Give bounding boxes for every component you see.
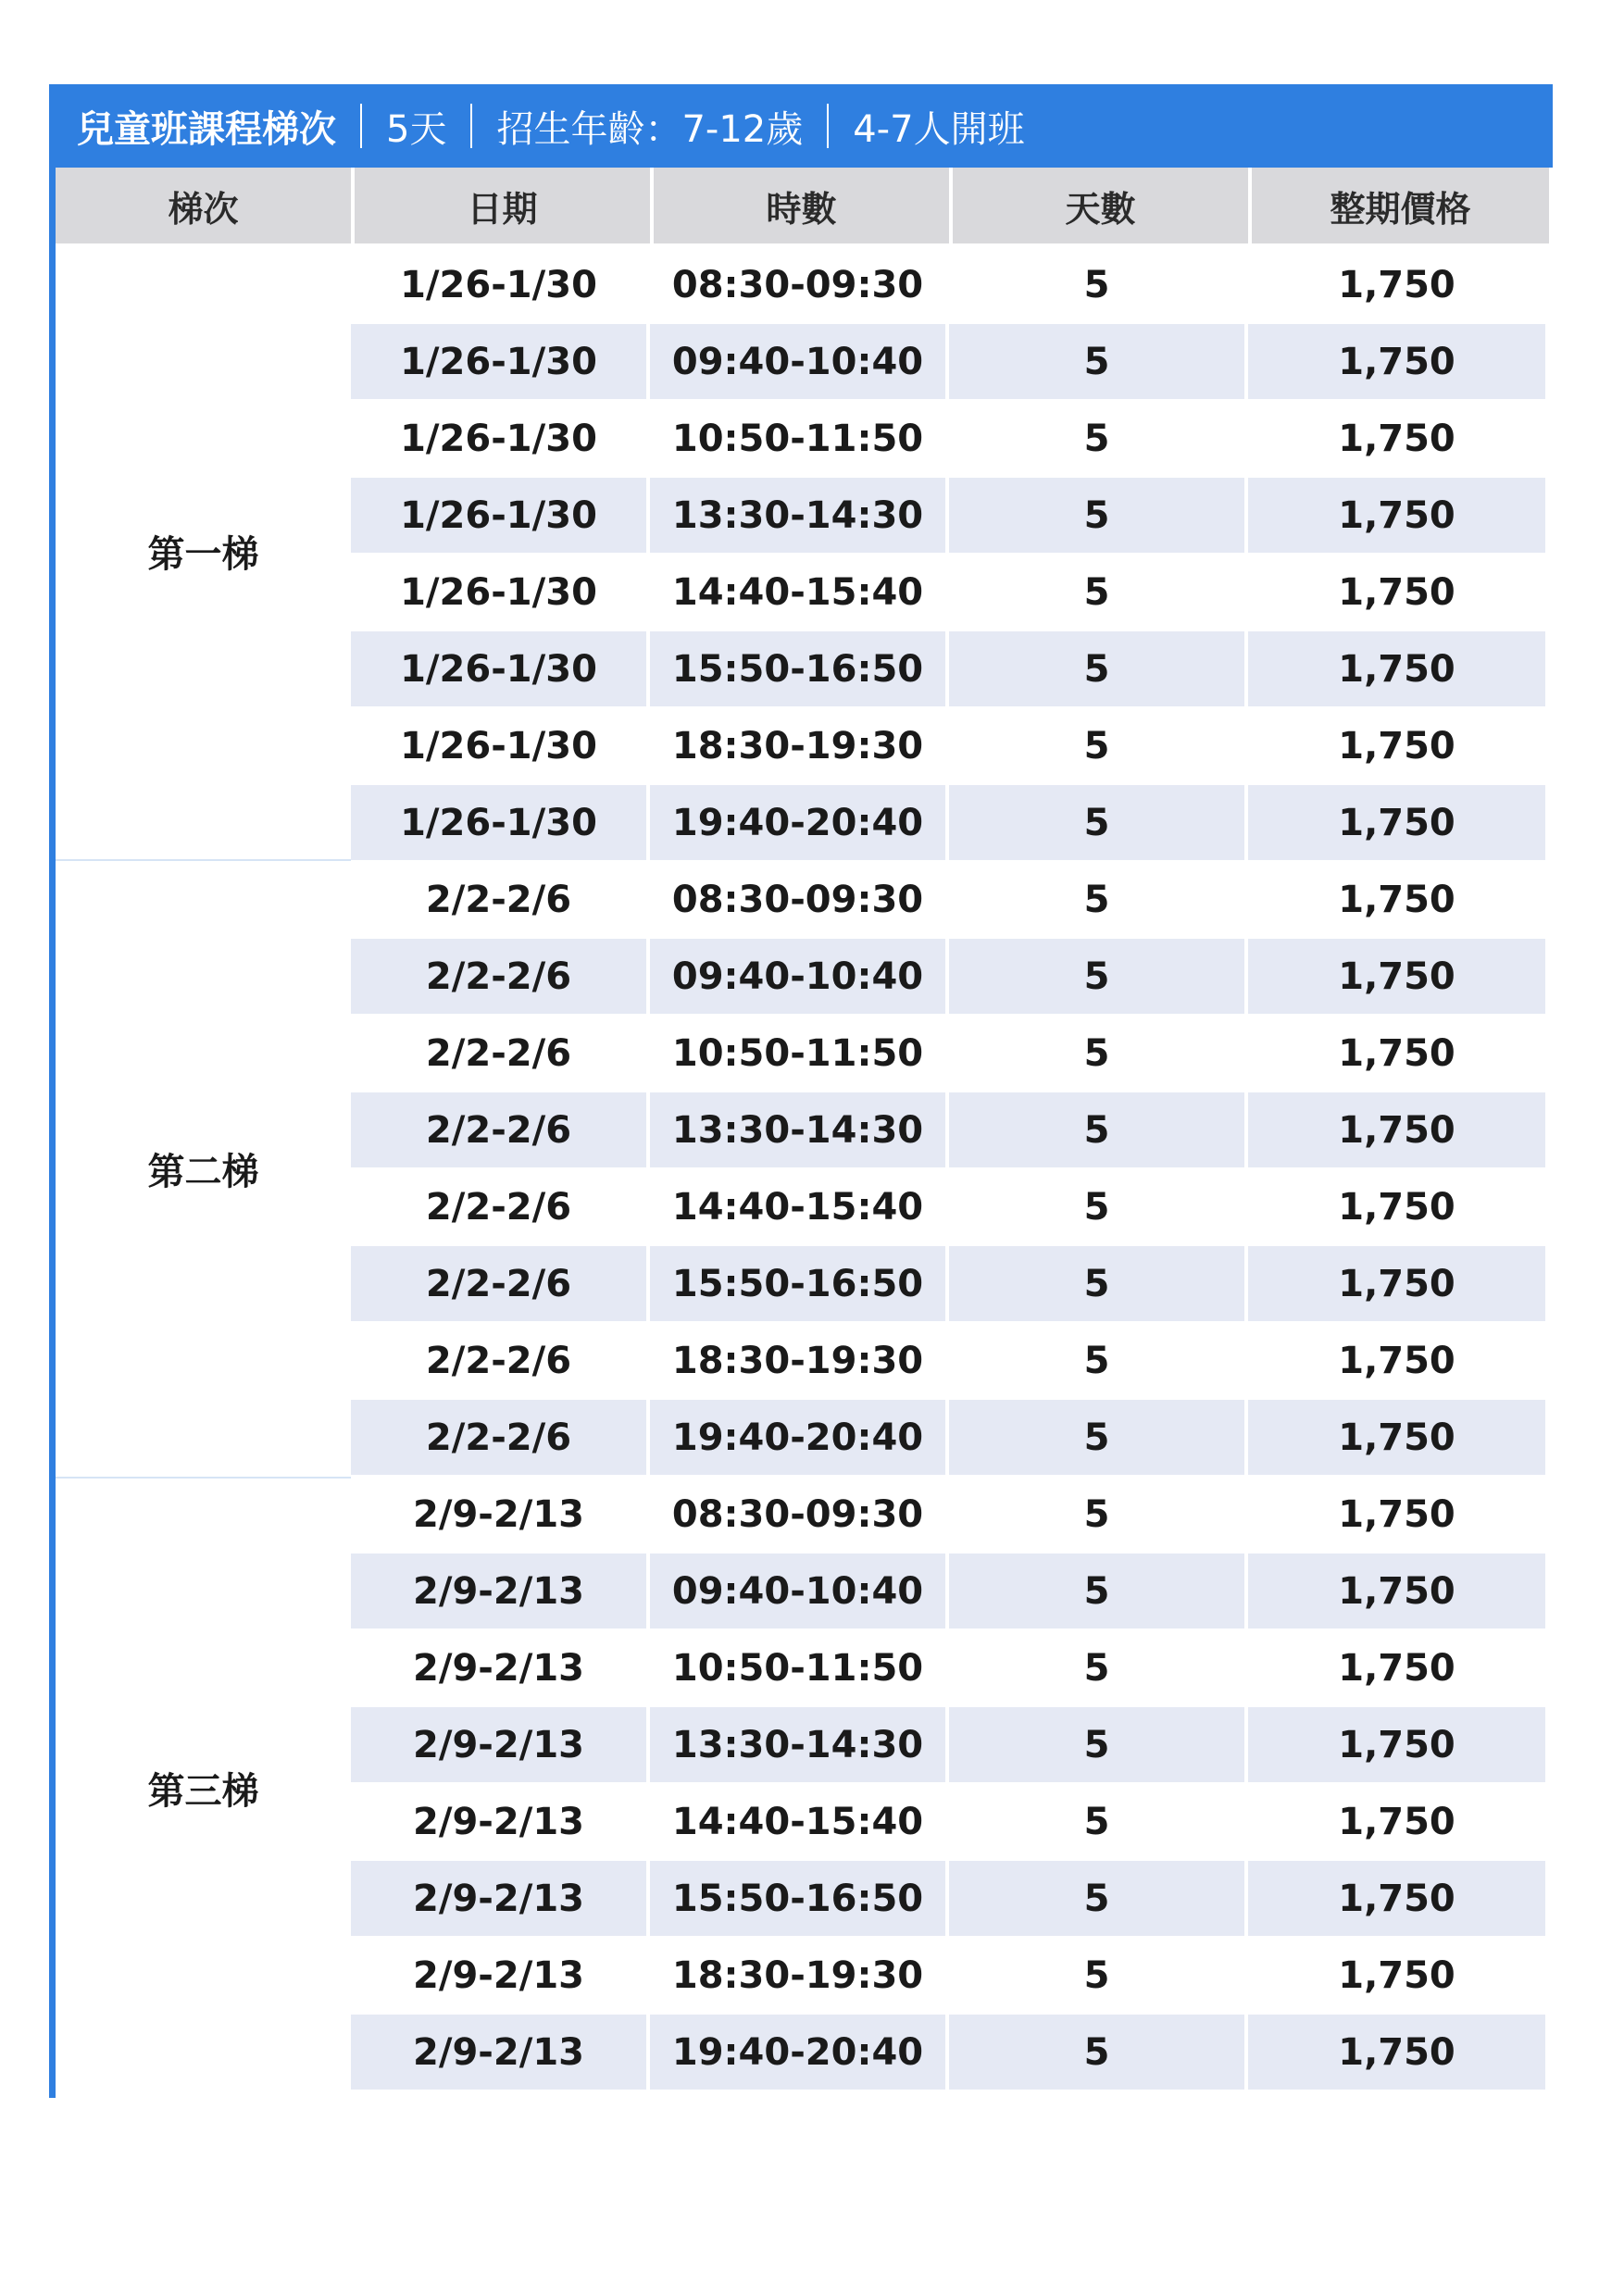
time-cell: 13:30-14:30 [650,1707,945,1782]
time-cell: 13:30-14:30 [650,1092,945,1167]
time-cell: 09:40-10:40 [650,1554,945,1628]
price-cell: 1,750 [1248,631,1545,706]
date-cell: 2/2-2/6 [351,862,646,937]
price-cell: 1,750 [1248,1554,1545,1628]
table-row [351,1554,1553,1628]
banner-divider [360,104,362,148]
price-cell: 1,750 [1248,1092,1545,1167]
time-cell: 13:30-14:30 [650,478,945,553]
enrollment-age: 招生年齡：7-12歲 [496,107,804,151]
date-cell: 1/26-1/30 [351,708,646,783]
course-duration: 5天 [386,107,447,151]
days-cell: 5 [949,862,1244,937]
days-cell: 5 [949,1630,1244,1705]
time-cell: 18:30-19:30 [650,1323,945,1398]
days-cell: 5 [949,478,1244,553]
date-cell: 2/9-2/13 [351,1938,646,2013]
days-cell: 5 [949,324,1244,399]
price-cell: 1,750 [1248,939,1545,1014]
table-row [351,324,1553,399]
date-cell: 2/9-2/13 [351,1477,646,1552]
price-cell: 1,750 [1248,1016,1545,1091]
date-cell: 2/2-2/6 [351,939,646,1014]
date-cell: 2/2-2/6 [351,1169,646,1244]
header-time: 時數 [654,168,949,243]
price-cell: 1,750 [1248,708,1545,783]
time-cell: 08:30-09:30 [650,247,945,322]
table-row [351,2015,1553,2090]
table-row [351,1477,1553,1552]
date-cell: 1/26-1/30 [351,555,646,630]
table-row [351,785,1553,860]
banner-divider [470,104,472,148]
schedule-table [49,168,1553,2098]
price-cell: 1,750 [1248,1861,1545,1936]
price-cell: 1,750 [1248,401,1545,476]
date-cell: 2/9-2/13 [351,1554,646,1628]
time-cell: 10:50-11:50 [650,1630,945,1705]
class-size: 4-7人開班 [853,107,1025,151]
price-cell: 1,750 [1248,324,1545,399]
date-cell: 1/26-1/30 [351,631,646,706]
days-cell: 5 [949,2015,1244,2090]
header-tier: 梯次 [56,168,351,243]
table-row [351,247,1553,322]
header-days: 天數 [953,168,1248,243]
table-body [56,243,1553,2098]
price-cell: 1,750 [1248,862,1545,937]
days-cell: 5 [949,708,1244,783]
schedule-document [49,84,1553,2098]
table-row [351,1092,1553,1167]
date-cell: 2/9-2/13 [351,1784,646,1859]
tier-column [56,243,351,2098]
date-cell: 1/26-1/30 [351,247,646,322]
table-row [351,1707,1553,1782]
date-cell: 1/26-1/30 [351,478,646,553]
table-row [351,939,1553,1014]
days-cell: 5 [949,1092,1244,1167]
time-cell: 19:40-20:40 [650,785,945,860]
table-row [351,478,1553,553]
date-cell: 1/26-1/30 [351,785,646,860]
price-cell: 1,750 [1248,1630,1545,1705]
tier-label: 第一梯 [56,243,351,861]
price-cell: 1,750 [1248,1246,1545,1321]
time-cell: 08:30-09:30 [650,1477,945,1552]
price-cell: 1,750 [1248,555,1545,630]
time-cell: 15:50-16:50 [650,631,945,706]
price-cell: 1,750 [1248,1938,1545,2013]
days-cell: 5 [949,1016,1244,1091]
days-cell: 5 [949,1554,1244,1628]
table-row [351,631,1553,706]
date-cell: 2/2-2/6 [351,1092,646,1167]
days-cell: 5 [949,939,1244,1014]
table-row [351,1323,1553,1398]
date-cell: 1/26-1/30 [351,401,646,476]
banner-divider [827,104,829,148]
table-row [351,862,1553,937]
table-row [351,1016,1553,1091]
table-row [351,1169,1553,1244]
date-cell: 2/9-2/13 [351,2015,646,2090]
table-header [56,168,1553,243]
date-cell: 2/9-2/13 [351,1707,646,1782]
title-banner [49,84,1553,168]
date-cell: 2/9-2/13 [351,1861,646,1936]
course-title: 兒童班課程梯次 [77,107,336,151]
days-cell: 5 [949,1400,1244,1475]
days-cell: 5 [949,1784,1244,1859]
table-rows [351,243,1553,2098]
time-cell: 14:40-15:40 [650,555,945,630]
days-cell: 5 [949,1861,1244,1936]
days-cell: 5 [949,1169,1244,1244]
table-row [351,401,1553,476]
price-cell: 1,750 [1248,478,1545,553]
price-cell: 1,750 [1248,1323,1545,1398]
days-cell: 5 [949,1246,1244,1321]
price-cell: 1,750 [1248,1707,1545,1782]
time-cell: 19:40-20:40 [650,1400,945,1475]
table-row [351,555,1553,630]
days-cell: 5 [949,247,1244,322]
price-cell: 1,750 [1248,1169,1545,1244]
date-cell: 1/26-1/30 [351,324,646,399]
date-cell: 2/2-2/6 [351,1400,646,1475]
price-cell: 1,750 [1248,1477,1545,1552]
time-cell: 10:50-11:50 [650,401,945,476]
time-cell: 14:40-15:40 [650,1784,945,1859]
time-cell: 15:50-16:50 [650,1246,945,1321]
table-row [351,1400,1553,1475]
header-date: 日期 [355,168,650,243]
table-row [351,708,1553,783]
time-cell: 18:30-19:30 [650,1938,945,2013]
days-cell: 5 [949,1323,1244,1398]
table-row [351,1784,1553,1859]
days-cell: 5 [949,1477,1244,1552]
time-cell: 15:50-16:50 [650,1861,945,1936]
time-cell: 09:40-10:40 [650,324,945,399]
days-cell: 5 [949,1938,1244,2013]
date-cell: 2/2-2/6 [351,1016,646,1091]
days-cell: 5 [949,1707,1244,1782]
time-cell: 09:40-10:40 [650,939,945,1014]
date-cell: 2/2-2/6 [351,1323,646,1398]
time-cell: 19:40-20:40 [650,2015,945,2090]
table-row [351,1246,1553,1321]
tier-label: 第三梯 [147,1770,259,1813]
table-row [351,1861,1553,1936]
days-cell: 5 [949,631,1244,706]
price-cell: 1,750 [1248,247,1545,322]
price-cell: 1,750 [1248,2015,1545,2090]
price-cell: 1,750 [1248,785,1545,860]
date-cell: 2/2-2/6 [351,1246,646,1321]
table-row [351,1938,1553,2013]
price-cell: 1,750 [1248,1400,1545,1475]
time-cell: 10:50-11:50 [650,1016,945,1091]
date-cell: 2/9-2/13 [351,1630,646,1705]
time-cell: 14:40-15:40 [650,1169,945,1244]
days-cell: 5 [949,401,1244,476]
time-cell: 08:30-09:30 [650,862,945,937]
header-price: 整期價格 [1252,168,1549,243]
table-row [351,1630,1553,1705]
tier-label: 第二梯 [56,861,351,1479]
days-cell: 5 [949,785,1244,860]
price-cell: 1,750 [1248,1784,1545,1859]
time-cell: 18:30-19:30 [650,708,945,783]
days-cell: 5 [949,555,1244,630]
